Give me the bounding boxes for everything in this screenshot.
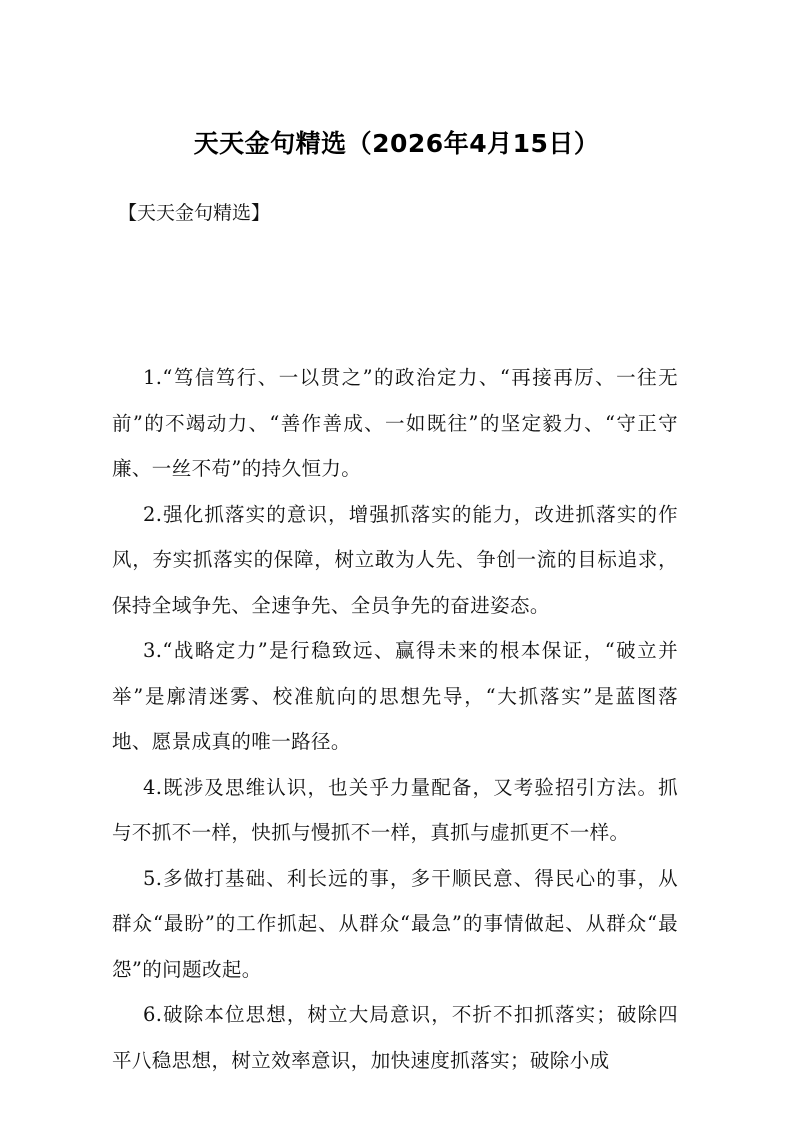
section-label: 【天天金句精选】 — [118, 202, 271, 224]
paragraph-4: 4.既涉及思维认识，也关乎力量配备，又考验招引方法。抓与不抓不一样，快抓与慢抓不一样，真抓与虚抓更不一样。 — [112, 775, 678, 844]
paragraph-2: 2.强化抓落实的意识，增强抓落实的能力，改进抓落实的作风，夯实抓落实的保障，树立敢为人先、争创一流的目标追求，保持全域争先、全速争先、全员争先的奋进姿态。 — [112, 502, 678, 617]
paragraph-3: 3.“战略定力”是行稳致远、赢得未来的根本保证，“破立并举”是廓清迷雾、校准航向的思想先导，“大抓落实”是蓝图落地、愿景成真的唯一路径。 — [112, 639, 678, 753]
paragraph-6: 6.破除本位思想，树立大局意识，不折不扣抓落实；破除四平八稳思想，树立效率意识，加快速度抓落实；破除小成 — [112, 1003, 678, 1072]
document-body — [112, 355, 678, 1083]
paragraph-1: 1.“笃信笃行、一以贯之”的政治定力、“再接再厉、一往无前”的不竭动力、“善作善成、一如既往”的坚定毅力、“守正守廉、一丝不苟”的持久恒力。 — [112, 366, 678, 480]
page-title: 天天金句精选（2026年4月15日） — [193, 129, 600, 158]
paragraph-5: 5.多做打基础、利长远的事，多干顺民意、得民心的事，从群众“最盼”的工作抓起、从群众“最急”的事情做起、从群众“最怨”的问题改起。 — [112, 866, 678, 981]
